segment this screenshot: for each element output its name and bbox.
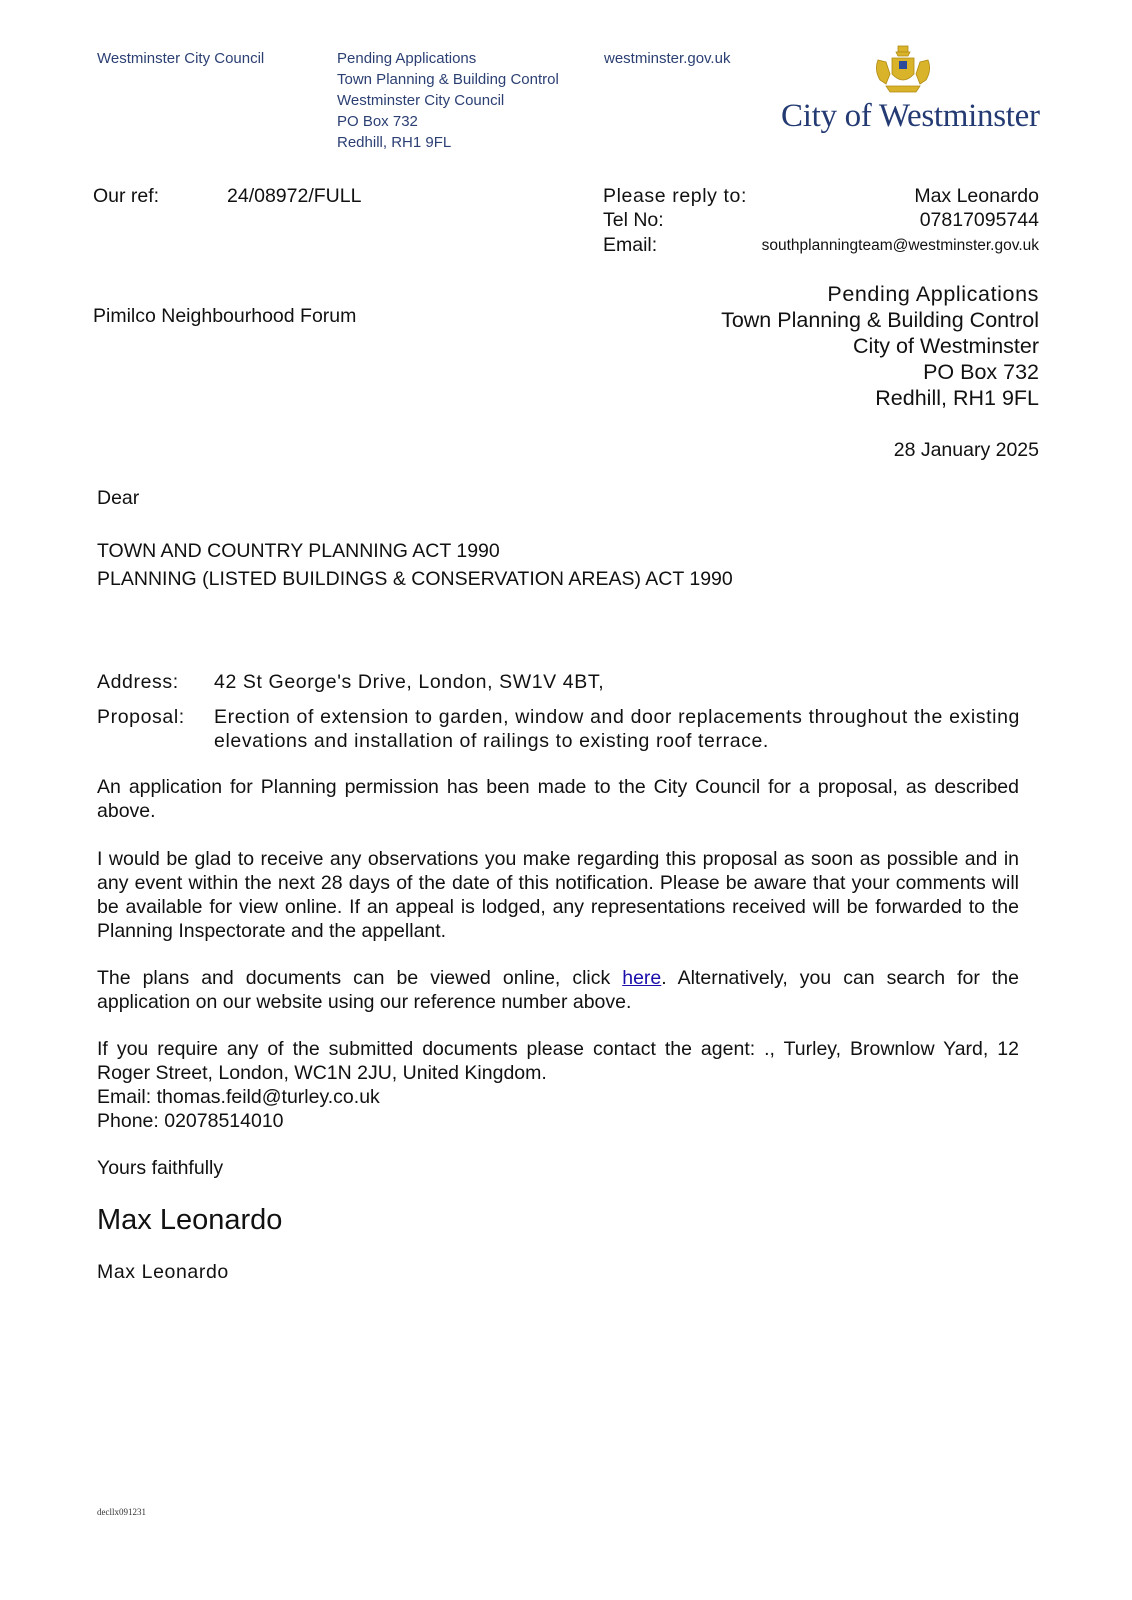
return-address-line: Town Planning & Building Control [721, 308, 1039, 332]
signature: Max Leonardo [97, 1204, 283, 1236]
act-title: TOWN AND COUNTRY PLANNING ACT 1990 [97, 540, 500, 562]
westminster-crest-icon [872, 44, 934, 101]
address-line: Westminster City Council [337, 92, 505, 109]
address-line: Redhill, RH1 9FL [337, 134, 452, 151]
agent-email: Email: thomas.feild@turley.co.uk [97, 1086, 380, 1108]
council-address [337, 48, 559, 153]
paragraph-observations: I would be glad to receive any observations you make regarding this proposal as soon as possible and in any event within the next 28 days of the date of this notification. Please be aware that your comments will be available for view online. If an appeal is lodged, any representations received will be forwarded to the Planning Inspectorate and the appellant. [97, 848, 1019, 942]
our-ref-value: 24/08972/FULL [227, 185, 362, 207]
city-of-westminster-logo: City of Westminster [781, 98, 1040, 134]
salutation: Dear [97, 487, 140, 509]
paragraph-agent [97, 1037, 1019, 1133]
paragraph-application: An application for Planning permission has been made to the City Council for a proposal, as described above. [97, 776, 1019, 822]
address-label: Address: [97, 671, 179, 693]
return-address-line: PO Box 732 [923, 360, 1039, 384]
sign-off: Yours faithfully [97, 1157, 224, 1179]
plans-text-continued: . Alternatively, you can search for the application on our website using our reference number above. [97, 967, 1019, 1013]
proposal-value: Erection of extension to garden, window and door replacements throughout the existing elevations and installation of railings to existing roof terrace. [214, 706, 1020, 752]
agent-phone: Phone: 02078514010 [97, 1110, 284, 1132]
paragraph-plans [97, 966, 1019, 1014]
address-line: PO Box 732 [337, 113, 418, 130]
email-value[interactable]: southplanningteam@westminster.gov.uk [761, 237, 1039, 254]
address-line: Pending Applications [337, 50, 477, 67]
act-title: PLANNING (LISTED BUILDINGS & CONSERVATION AREAS) ACT 1990 [97, 568, 733, 590]
legislation-heading [97, 537, 733, 593]
reply-to-value: Max Leonardo [914, 185, 1039, 207]
printed-name: Max Leonardo [97, 1261, 229, 1283]
tel-value: 07817095744 [919, 209, 1039, 231]
reply-to-label: Please reply to: [603, 185, 748, 207]
return-address-line: Redhill, RH1 9FL [875, 386, 1039, 410]
plans-text: The plans and documents can be viewed online, click [97, 967, 623, 989]
document-code: decllx091231 [97, 1507, 146, 1517]
letter-date: 28 January 2025 [893, 439, 1039, 461]
return-address [721, 281, 1039, 411]
proposal-label: Proposal: [97, 706, 185, 728]
return-address-line: City of Westminster [853, 334, 1039, 358]
agent-contact: If you require any of the submitted documents please contact the agent: ., Turley, Brownlow Yard, 12 Roger Street, London, WC1N 2JU, United Kingdom. [97, 1038, 1019, 1084]
address-line: Town Planning & Building Control [337, 71, 559, 88]
tel-label: Tel No: [603, 209, 664, 231]
return-address-line: Pending Applications [827, 282, 1039, 306]
website-link[interactable]: westminster.gov.uk [604, 50, 731, 67]
recipient-name: Pimilco Neighbourhood Forum [93, 305, 357, 327]
email-label: Email: [603, 234, 658, 256]
our-ref-label: Our ref: [93, 185, 160, 207]
plans-link[interactable]: here [622, 967, 662, 989]
council-name: Westminster City Council [97, 50, 265, 67]
address-value: 42 St George's Drive, London, SW1V 4BT, [214, 671, 605, 693]
